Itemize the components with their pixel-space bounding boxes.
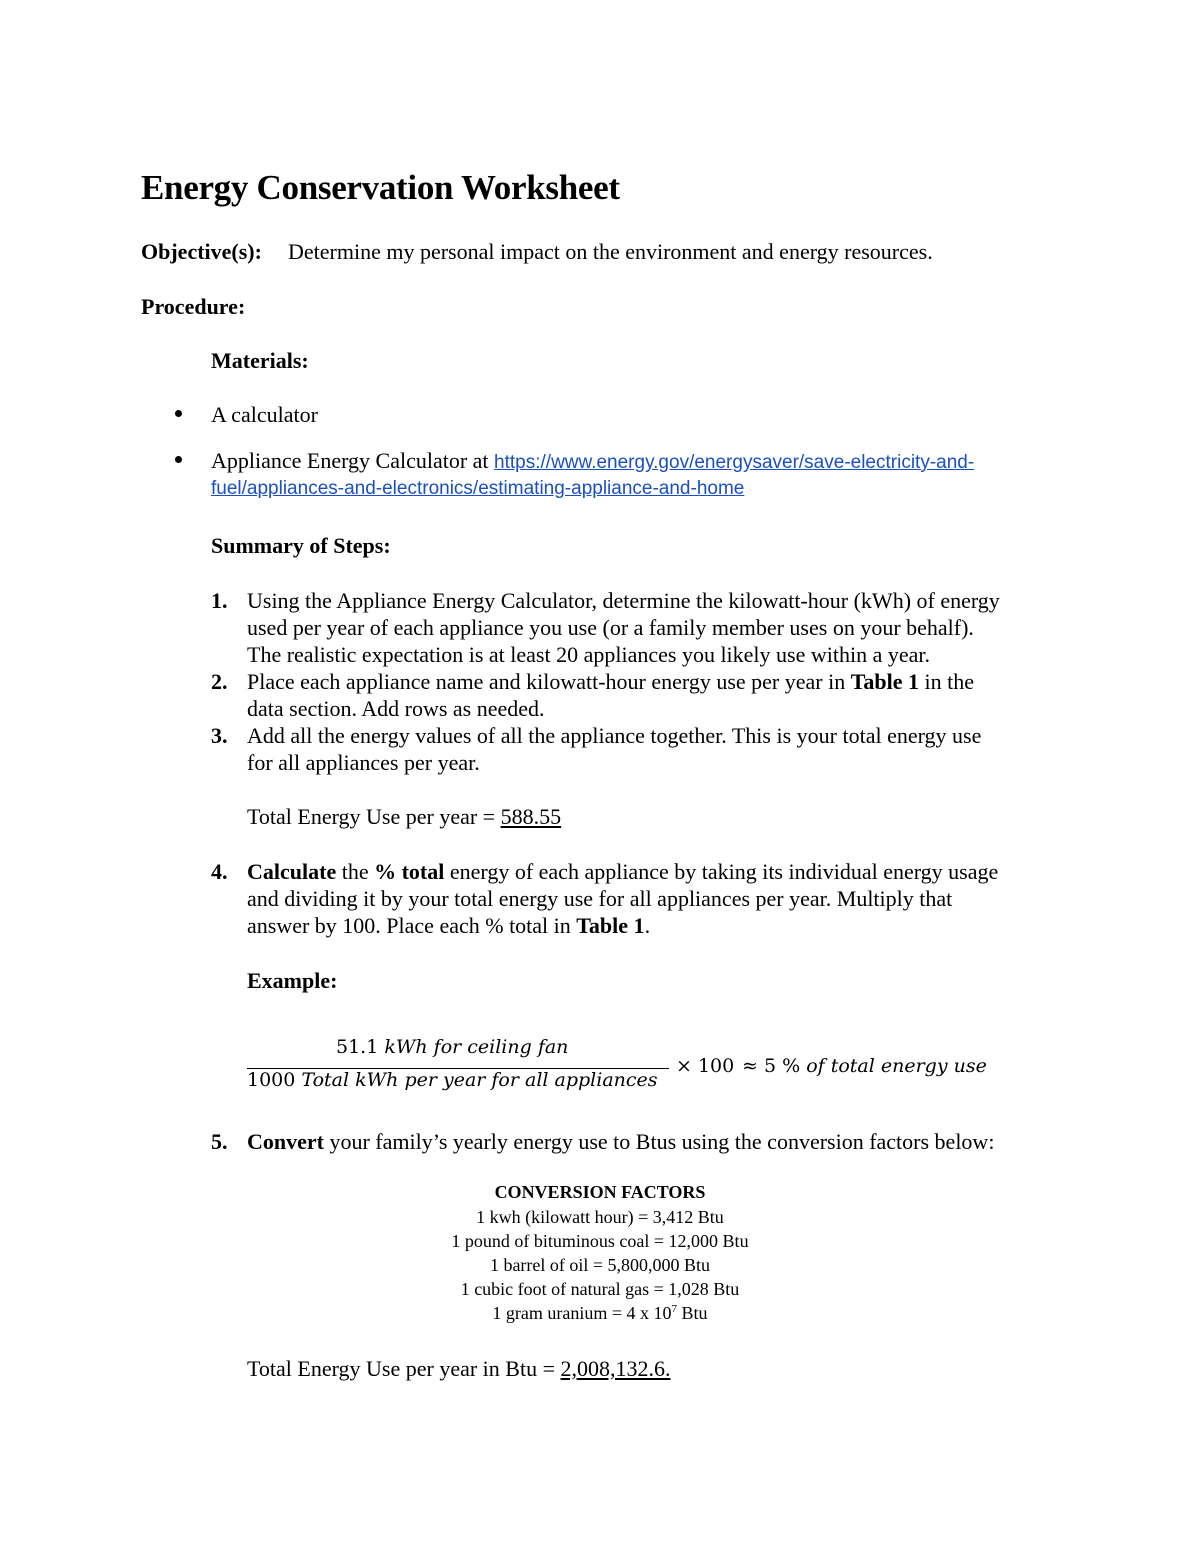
uranium-text: 1 gram uranium = 4 x 10 — [492, 1303, 672, 1323]
total-energy-row — [247, 803, 561, 830]
step2-line1 — [247, 668, 974, 695]
step4-line3 — [247, 912, 650, 939]
energy-gov-link[interactable]: https://www.energy.gov/energysaver/save-electricity-and- — [494, 452, 975, 473]
conversion-row: 1 barrel of oil = 5,800,000 Btu — [489, 1255, 711, 1275]
conversion-row: 1 kwh (kilowatt hour) = 3,412 Btu — [476, 1207, 724, 1227]
denominator-text: Total kWh per year for all appliances — [301, 1069, 658, 1091]
materials-label: Materials: — [211, 348, 309, 373]
step2-text: Place each appliance name and kilowatt-hour energy use per year in — [247, 669, 851, 694]
btu-unit: Btu — [677, 1303, 708, 1323]
calculate-word: Calculate — [247, 859, 337, 884]
objective-row — [141, 238, 262, 265]
objective-label: Objective(s): — [141, 239, 262, 264]
step4-text-rest: energy of each appliance by taking its individual energy usage — [444, 859, 999, 884]
step-number: 1. — [211, 588, 228, 613]
btu-total-label: Total Energy Use per year in Btu = — [247, 1356, 561, 1381]
step3-line1: Add all the energy values of all the appliance together. This is your total energy use — [247, 723, 982, 748]
material-item-calculator: A calculator — [211, 402, 318, 427]
numerator-value: 51.1 — [336, 1036, 385, 1058]
step4-line2: and dividing it by your total energy use for all appliances per year. Multiply that — [247, 886, 953, 911]
convert-word: Convert — [247, 1129, 324, 1154]
total-energy-value: 588.55 — [500, 804, 562, 829]
step-number: 3. — [211, 723, 228, 748]
step2-text-end: in the — [919, 669, 975, 694]
summary-label: Summary of Steps: — [211, 533, 391, 558]
total-energy-label: Total Energy Use per year = — [247, 804, 501, 829]
procedure-label: Procedure: — [141, 294, 246, 319]
example-label: Example: — [247, 968, 338, 993]
energy-gov-link-continued[interactable]: fuel/appliances-and-electronics/estimating-appliance-and-home — [211, 478, 745, 499]
conversion-row-uranium — [400, 1301, 800, 1325]
material-item-appliance-calculator — [211, 447, 974, 476]
table-ref: Table 1 — [850, 669, 920, 694]
btu-total-value: 2,008,132.6. — [560, 1356, 671, 1381]
step1-line2: used per year of each appliance you use (or a family member uses on your behalf). — [247, 615, 974, 640]
step1-line1: Using the Appliance Energy Calculator, determine the kilowatt-hour (kWh) of energy — [247, 588, 1000, 613]
conversion-row: 1 cubic foot of natural gas = 1,028 Btu — [460, 1279, 740, 1299]
step2-line2: data section. Add rows as needed. — [247, 696, 545, 721]
step4-line1 — [247, 858, 998, 885]
formula-numerator — [336, 1036, 568, 1058]
denominator-value: 1000 — [247, 1069, 302, 1091]
step-number: 4. — [211, 859, 228, 884]
step3-line2: for all appliances per year. — [247, 750, 480, 775]
percent-total-word: % total — [374, 859, 445, 884]
conversion-title: CONVERSION FACTORS — [494, 1182, 706, 1202]
exponent: 7 — [671, 1303, 678, 1315]
numerator-text: kWh for ceiling fan — [384, 1036, 569, 1058]
step5-text: your family’s yearly energy use to Btus using the conversion factors below: — [323, 1129, 995, 1154]
formula-denominator — [247, 1069, 658, 1091]
step5-line1 — [247, 1128, 994, 1155]
formula-multiply: × 100 — [676, 1055, 735, 1077]
conversion-row: 1 pound of bituminous coal = 12,000 Btu — [451, 1231, 749, 1251]
page-title: Energy Conservation Worksheet — [141, 168, 620, 207]
step1-line3: The realistic expectation is at least 20 appliances you likely use within a year. — [247, 642, 930, 667]
link-continuation — [211, 478, 744, 500]
step-number: 2. — [211, 669, 228, 694]
period: . — [644, 913, 651, 938]
step4-text: the — [336, 859, 375, 884]
material-item-text: Appliance Energy Calculator at — [211, 448, 495, 473]
btu-total-row — [247, 1355, 671, 1382]
bullet-icon — [175, 456, 182, 463]
bullet-icon — [175, 410, 182, 417]
approx-value: ≈ 5 % — [742, 1055, 807, 1077]
table-ref: Table 1 — [576, 913, 645, 938]
objective-text: Determine my personal impact on the environment and energy resources. — [288, 239, 933, 264]
result-text: of total energy use — [806, 1055, 987, 1077]
step-number: 5. — [211, 1129, 228, 1154]
step4-text: answer by 100. Place each % total in — [247, 913, 577, 938]
formula-result — [742, 1055, 987, 1077]
